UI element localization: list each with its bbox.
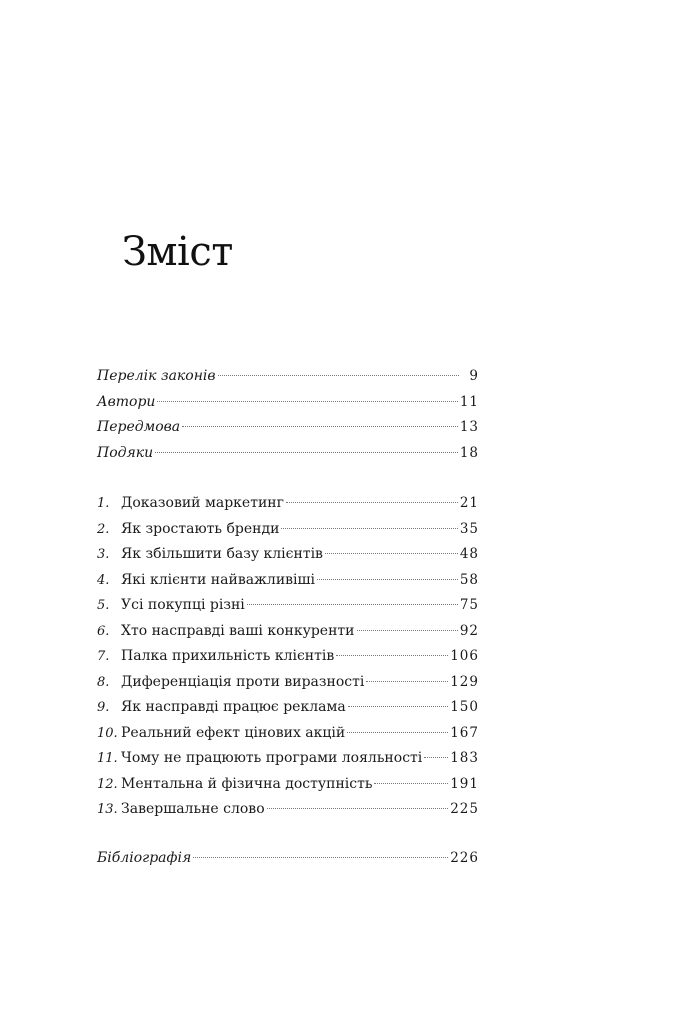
toc-entry[interactable] — [97, 390, 479, 416]
toc-chapter-entry[interactable] — [97, 772, 479, 798]
chapter-page: 129 — [450, 673, 479, 690]
dot-leader — [374, 783, 448, 784]
toc-chapters — [97, 491, 479, 823]
chapter-page: 58 — [459, 571, 479, 588]
chapter-page: 35 — [459, 520, 479, 537]
chapter-number: 6. — [97, 623, 110, 639]
chapter-number: 11. — [97, 751, 118, 766]
dot-leader — [336, 655, 448, 656]
dot-leader — [247, 604, 458, 605]
toc-chapter-entry[interactable] — [97, 517, 479, 543]
chapter-title: Палка прихильність клієнтів — [121, 648, 335, 664]
chapter-page: 191 — [450, 775, 479, 792]
dot-leader — [281, 528, 457, 529]
toc-entry-title: Подяки — [97, 444, 154, 461]
dot-leader — [357, 630, 458, 631]
chapter-page: 167 — [450, 724, 479, 741]
chapter-title: Чому не працюють програми лояльності — [121, 750, 423, 766]
dot-leader — [218, 375, 459, 376]
chapter-title: Які клієнти найважливіші — [121, 571, 315, 588]
chapter-number: 4. — [97, 572, 110, 588]
chapter-title: Як зростають бренди — [121, 520, 280, 537]
toc-chapter-entry[interactable] — [97, 593, 479, 619]
chapter-title: Як збільшити базу клієнтів — [121, 546, 323, 562]
chapter-page: 106 — [450, 648, 479, 664]
chapter-number: 8. — [97, 674, 110, 690]
toc-entry-page: 18 — [459, 444, 479, 461]
toc-entry-title: Автори — [97, 393, 156, 410]
dot-leader — [286, 502, 458, 503]
toc-back-matter — [97, 846, 479, 872]
toc-chapter-entry[interactable] — [97, 619, 479, 645]
toc-entry[interactable] — [97, 415, 479, 441]
dot-leader — [193, 857, 448, 858]
toc-chapter-entry[interactable] — [97, 797, 479, 823]
toc-chapter-entry[interactable] — [97, 746, 479, 772]
chapter-page: 75 — [459, 597, 479, 613]
chapter-title: Хто насправді ваші конкуренти — [121, 622, 355, 639]
chapter-title: Диференціація проти виразності — [121, 673, 365, 690]
chapter-number: 12. — [97, 776, 118, 792]
chapter-number: 7. — [97, 649, 110, 664]
chapter-page: 183 — [450, 750, 479, 766]
toc-chapter-entry[interactable] — [97, 670, 479, 696]
page-title: Зміст — [122, 229, 233, 275]
dot-leader — [325, 553, 458, 554]
dot-leader — [157, 401, 457, 402]
dot-leader — [267, 808, 449, 809]
chapter-page: 21 — [459, 495, 479, 511]
toc-entry-title: Перелік законів — [97, 368, 216, 384]
chapter-page: 92 — [459, 622, 479, 639]
toc-chapter-entry[interactable] — [97, 644, 479, 670]
dot-leader — [317, 579, 458, 580]
chapter-number: 2. — [97, 521, 110, 537]
chapter-number: 3. — [97, 547, 110, 562]
chapter-title: Реальний ефект цінових акцій — [121, 724, 346, 741]
toc-front-matter — [97, 364, 479, 466]
toc-entry-page: 13 — [459, 419, 479, 435]
dot-leader — [155, 452, 458, 453]
dot-leader — [424, 757, 448, 758]
chapter-page: 150 — [450, 699, 479, 715]
chapter-title: Усі покупці різні — [121, 597, 245, 613]
chapter-title: Доказовий маркетинг — [121, 495, 284, 511]
toc-entry-title: Передмова — [97, 419, 181, 435]
toc-entry-page: 226 — [450, 850, 479, 866]
chapter-title: Як насправді працює реклама — [121, 699, 346, 715]
dot-leader — [182, 426, 458, 427]
dot-leader — [347, 732, 448, 733]
toc-chapter-entry[interactable] — [97, 542, 479, 568]
chapter-number: 1. — [97, 496, 110, 511]
toc-entry-page: 9 — [469, 368, 479, 384]
chapter-number: 5. — [97, 598, 110, 613]
toc-entry[interactable] — [97, 846, 479, 872]
chapter-page: 48 — [459, 546, 479, 562]
toc-chapter-entry[interactable] — [97, 491, 479, 517]
toc-entry-page: 11 — [459, 393, 479, 410]
toc-chapter-entry[interactable] — [97, 721, 479, 747]
toc-entry[interactable] — [97, 441, 479, 467]
chapter-title: Завершальне слово — [121, 801, 265, 817]
toc-entry[interactable] — [97, 364, 479, 390]
dot-leader — [348, 706, 449, 707]
chapter-number: 10. — [97, 725, 118, 741]
toc-entry-title: Бібліографія — [97, 850, 192, 866]
chapter-page: 225 — [450, 801, 479, 817]
chapter-number: 9. — [97, 700, 110, 715]
toc-chapter-entry[interactable] — [97, 568, 479, 594]
chapter-number: 13. — [97, 802, 118, 817]
dot-leader — [366, 681, 448, 682]
toc-chapter-entry[interactable] — [97, 695, 479, 721]
chapter-title: Ментальна й фізична доступність — [121, 775, 373, 792]
